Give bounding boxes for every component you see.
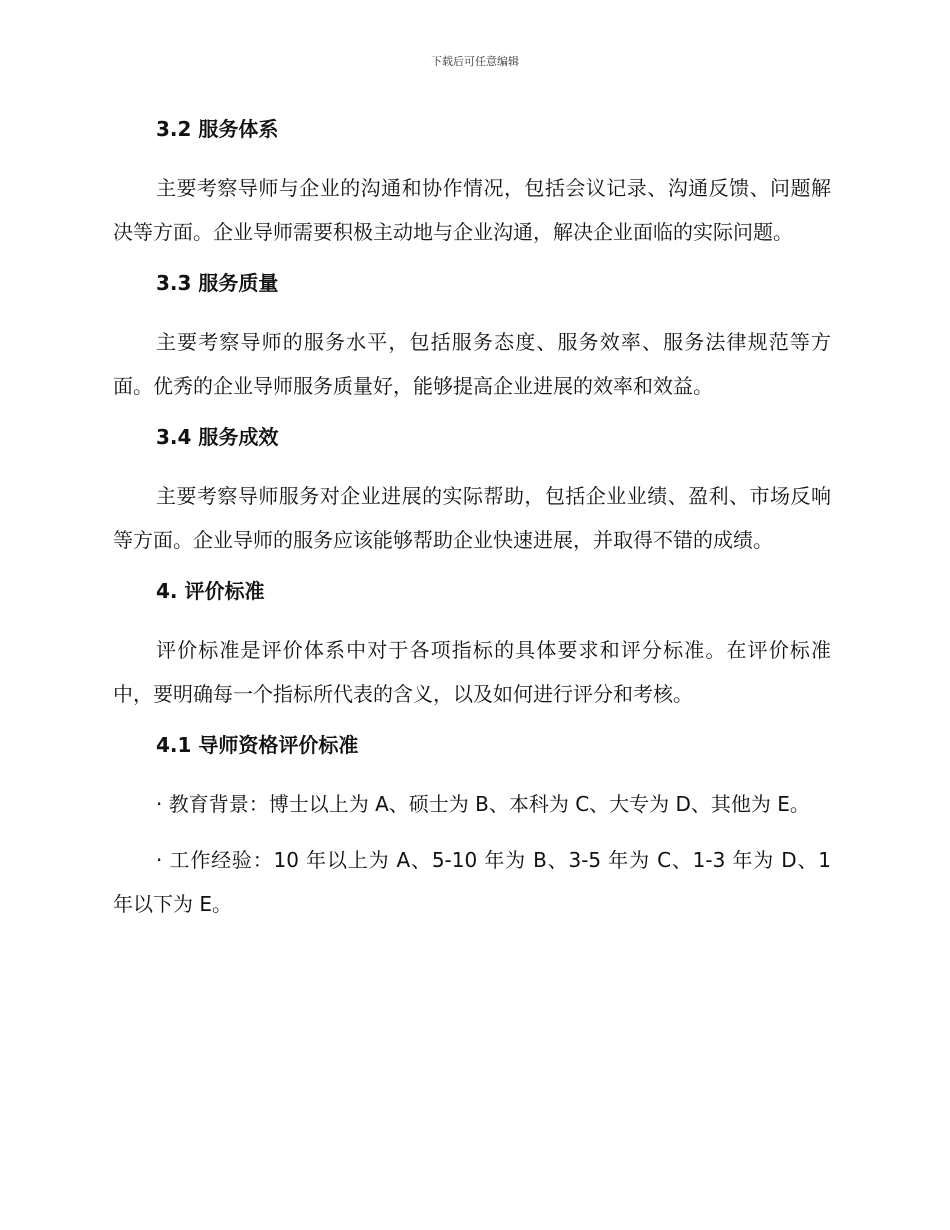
- section-paragraph-4: 评价标准是评价体系中对于各项指标的具体要求和评分标准。在评价标准中，要明确每一个指标所代表的含义，以及如何进行评分和考核。: [113, 638, 831, 706]
- section-heading-4: 4. 评价标准: [156, 579, 265, 603]
- section-heading-3-2: 3.2 服务体系: [156, 117, 279, 141]
- section-heading-3-3: 3.3 服务质量: [156, 271, 279, 295]
- section-heading-3-4: 3.4 服务成效: [156, 425, 279, 449]
- document-body: [113, 112, 831, 938]
- bullet-education-background: · 教育背景：博士以上为 A、硕士为 B、本科为 C、大专为 D、其他为 E。: [156, 792, 810, 816]
- page-header: 下载后可任意编辑: [431, 55, 519, 68]
- section-paragraph-3-2: 主要考察导师与企业的沟通和协作情况，包括会议记录、沟通反馈、问题解决等方面。企业导师需要积极主动地与企业沟通，解决企业面临的实际问题。: [113, 176, 831, 244]
- section-heading-4-1: 4.1 导师资格评价标准: [156, 733, 359, 757]
- section-paragraph-3-3: 主要考察导师的服务水平，包括服务态度、服务效率、服务法律规范等方面。优秀的企业导师服务质量好，能够提高企业进展的效率和效益。: [113, 330, 831, 398]
- section-paragraph-3-4: 主要考察导师服务对企业进展的实际帮助，包括企业业绩、盈利、市场反响等方面。企业导师的服务应该能够帮助企业快速进展，并取得不错的成绩。: [113, 484, 831, 552]
- bullet-work-experience: · 工作经验：10 年以上为 A、5-10 年为 B、3-5 年为 C、1-3 年为 D、1 年以下为 E。: [113, 848, 831, 916]
